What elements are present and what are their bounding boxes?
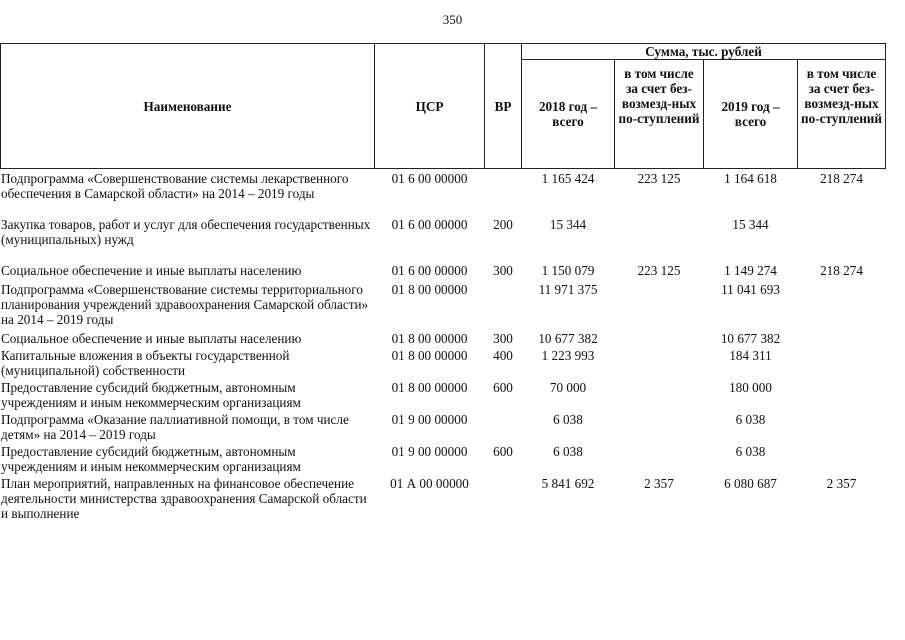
table-row xyxy=(1,329,886,346)
row-vr xyxy=(485,280,522,329)
row-2018-free: 223 125 xyxy=(615,169,704,216)
row-2019-free: 2 357 xyxy=(798,474,886,521)
row-name: Закупка товаров, работ и услуг для обеспечения государственных (муниципальных) нужд xyxy=(1,215,375,261)
table-row xyxy=(1,169,886,216)
row-2019-total: 184 311 xyxy=(704,346,798,378)
header-2018-free: в том числе за счет без-возмезд-ных по-ступлений xyxy=(615,60,704,169)
row-2018-free xyxy=(615,442,704,474)
row-vr: 200 xyxy=(485,215,522,261)
row-csr: 01 9 00 00000 xyxy=(375,410,485,442)
row-csr: 01 6 00 00000 xyxy=(375,261,485,280)
budget-table xyxy=(0,43,886,521)
table-row xyxy=(1,346,886,378)
row-csr: 01 9 00 00000 xyxy=(375,442,485,474)
row-csr: 01 8 00 00000 xyxy=(375,346,485,378)
row-2019-total: 180 000 xyxy=(704,378,798,410)
row-2019-total: 1 164 618 xyxy=(704,169,798,216)
row-vr xyxy=(485,169,522,216)
row-2018-free xyxy=(615,378,704,410)
row-2018-total: 10 677 382 xyxy=(522,329,615,346)
row-vr: 600 xyxy=(485,378,522,410)
row-csr: 01 6 00 00000 xyxy=(375,169,485,216)
table-header xyxy=(1,44,886,169)
row-2019-total: 6 080 687 xyxy=(704,474,798,521)
row-vr xyxy=(485,410,522,442)
row-name: Предоставление субсидий бюджетным, автономным учреждениям и иным некоммерческим организациям xyxy=(1,378,375,410)
row-2019-free xyxy=(798,329,886,346)
header-vr: ВР xyxy=(485,44,522,169)
row-2018-free xyxy=(615,329,704,346)
row-name: План мероприятий, направленных на финансовое обеспечение деятельности министерства здравоохранения Самарской области и выполнение xyxy=(1,474,375,521)
header-name: Наименование xyxy=(1,44,375,169)
row-2018-total: 6 038 xyxy=(522,410,615,442)
row-name: Капитальные вложения в объекты государственной (муниципальной) собственности xyxy=(1,346,375,378)
row-vr xyxy=(485,474,522,521)
row-2018-total: 1 223 993 xyxy=(522,346,615,378)
row-csr: 01 8 00 00000 xyxy=(375,329,485,346)
row-2019-total: 6 038 xyxy=(704,410,798,442)
header-sum-group: Сумма, тыс. рублей xyxy=(522,44,886,60)
row-2018-total: 5 841 692 xyxy=(522,474,615,521)
row-name: Социальное обеспечение и иные выплаты населению xyxy=(1,261,375,280)
row-2018-total: 6 038 xyxy=(522,442,615,474)
row-csr: 01 А 00 00000 xyxy=(375,474,485,521)
row-csr: 01 6 00 00000 xyxy=(375,215,485,261)
table-row xyxy=(1,442,886,474)
row-name: Предоставление субсидий бюджетным, автономным учреждениям и иным некоммерческим организациям xyxy=(1,442,375,474)
row-2019-total: 1 149 274 xyxy=(704,261,798,280)
row-vr: 300 xyxy=(485,261,522,280)
row-2019-total: 10 677 382 xyxy=(704,329,798,346)
table-row xyxy=(1,215,886,261)
row-name: Социальное обеспечение и иные выплаты населению xyxy=(1,329,375,346)
row-2019-total: 6 038 xyxy=(704,442,798,474)
header-2019-total: 2019 год – всего xyxy=(704,60,798,169)
row-2018-free xyxy=(615,410,704,442)
row-2019-free: 218 274 xyxy=(798,261,886,280)
table-row xyxy=(1,410,886,442)
row-2018-free xyxy=(615,346,704,378)
row-2018-free xyxy=(615,215,704,261)
row-vr: 400 xyxy=(485,346,522,378)
row-csr: 01 8 00 00000 xyxy=(375,378,485,410)
row-name: Подпрограмма «Оказание паллиативной помощи, в том числе детям» на 2014 – 2019 годы xyxy=(1,410,375,442)
row-2019-total: 15 344 xyxy=(704,215,798,261)
row-2018-free: 223 125 xyxy=(615,261,704,280)
table-row xyxy=(1,261,886,280)
row-2019-free: 218 274 xyxy=(798,169,886,216)
table-row xyxy=(1,474,886,521)
table-row xyxy=(1,280,886,329)
header-2019-free: в том числе за счет без-возмезд-ных по-ступлений xyxy=(798,60,886,169)
row-2019-free xyxy=(798,346,886,378)
row-2019-free xyxy=(798,410,886,442)
row-2018-total: 11 971 375 xyxy=(522,280,615,329)
row-vr: 600 xyxy=(485,442,522,474)
row-2018-total: 1 150 079 xyxy=(522,261,615,280)
row-2019-free xyxy=(798,215,886,261)
row-name: Подпрограмма «Совершенствование системы лекарственного обеспечения в Самарской области» на 2014 – 2019 годы xyxy=(1,169,375,216)
row-2019-total: 11 041 693 xyxy=(704,280,798,329)
header-2018-total: 2018 год – всего xyxy=(522,60,615,169)
table-body xyxy=(1,169,886,522)
row-csr: 01 8 00 00000 xyxy=(375,280,485,329)
row-2018-free xyxy=(615,280,704,329)
row-2018-total: 15 344 xyxy=(522,215,615,261)
row-2018-total: 1 165 424 xyxy=(522,169,615,216)
page-number: 350 xyxy=(442,12,463,27)
table-row xyxy=(1,378,886,410)
row-2018-free: 2 357 xyxy=(615,474,704,521)
row-vr: 300 xyxy=(485,329,522,346)
row-2019-free xyxy=(798,280,886,329)
row-2019-free xyxy=(798,442,886,474)
row-2019-free xyxy=(798,378,886,410)
row-name: Подпрограмма «Совершенствование системы территориального планирования учреждений здравоохранения Самарской области» на 2014 – 2019 годы xyxy=(1,280,375,329)
header-csr: ЦСР xyxy=(375,44,485,169)
row-2018-total: 70 000 xyxy=(522,378,615,410)
